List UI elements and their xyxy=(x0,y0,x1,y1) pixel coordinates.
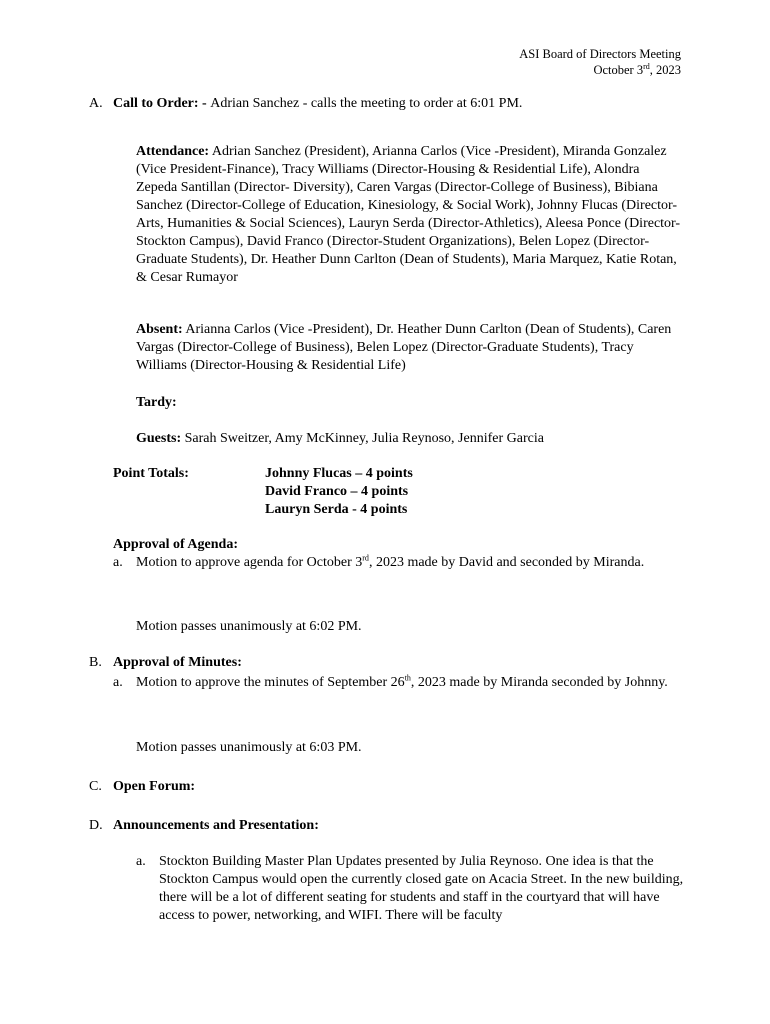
minutes-motion: Motion to approve the minutes of September 26th, 2023 made by Miranda seconded by Johnny. xyxy=(136,673,668,690)
point-total-item: Lauryn Serda - 4 points xyxy=(265,502,408,517)
announcement-item-letter: a. xyxy=(136,854,146,869)
guests-paragraph: Guests: Sarah Sweitzer, Amy McKinney, Julia Reynoso, Jennifer Garcia xyxy=(136,431,544,446)
section-a-letter: A. xyxy=(89,96,103,111)
page-header xyxy=(519,46,681,78)
minutes-motion-result: Motion passes unanimously at 6:03 PM. xyxy=(136,740,362,755)
open-forum-heading: Open Forum: xyxy=(113,779,196,794)
attendance-paragraph: Attendance: Adrian Sanchez (President), Arianna Carlos (Vice -President), Miranda Gonzalez (Vice President-Finance), Tracy Williams (Director-Housing & Residential Life), Alondra Zepeda Santillan (Director- Diversity), Caren Vargas (Director-College of Business), Bibiana Sanchez (Director-College of Education, Kinesiology, & Social Work), Johnny Flucas (Director-Arts, Humanities & Social Sciences), Lauryn Serda (Director-Athletics), Aleesa Ponce (Director-Stockton Campus), David Franco (Director-Student Organizations), Belen Lopez (Director-Graduate Students), Dr. Heather Dunn Carlton (Dean of Students), Maria Marquez, Katie Rotan, & Cesar Rumayor xyxy=(136,144,681,285)
announcements-heading: Announcements and Presentation: xyxy=(113,818,319,833)
header-title: ASI Board of Directors Meeting xyxy=(519,47,681,61)
approval-of-minutes-heading: Approval of Minutes: xyxy=(113,655,242,670)
section-c-letter: C. xyxy=(89,779,102,794)
announcement-item-text: Stockton Building Master Plan Updates presented by Julia Reynoso. One idea is that the Stockton Campus would open the currently closed gate on Acacia Street. In the new building, there will be a lot of different seating for students and staff in the courtyard that will have access to power, networking, and WIFI. There will be faculty xyxy=(159,854,684,923)
minutes-item-letter: a. xyxy=(113,675,123,690)
approval-of-agenda-heading: Approval of Agenda: xyxy=(113,537,238,552)
section-b-letter: B. xyxy=(89,655,102,670)
agenda-motion-result: Motion passes unanimously at 6:02 PM. xyxy=(136,619,362,634)
call-to-order: Call to Order: - Adrian Sanchez - calls the meeting to order at 6:01 PM. xyxy=(113,96,523,111)
section-d-letter: D. xyxy=(89,818,103,833)
point-total-item: David Franco – 4 points xyxy=(265,484,409,499)
point-totals-list xyxy=(265,465,413,519)
header-date: October 3rd, 2023 xyxy=(593,61,681,77)
point-totals-label: Point Totals: xyxy=(113,466,189,481)
tardy-label: Tardy: xyxy=(136,395,177,410)
agenda-motion: Motion to approve agenda for October 3rd, 2023 made by David and seconded by Miranda. xyxy=(136,553,645,570)
agenda-item-letter: a. xyxy=(113,555,123,570)
absent-paragraph: Absent: Arianna Carlos (Vice -President), Dr. Heather Dunn Carlton (Dean of Students), Caren Vargas (Director-College of Business), Belen Lopez (Director-Graduate Students), Tracy Williams (Director-Housing & Residential Life) xyxy=(136,322,672,373)
point-total-item: Johnny Flucas – 4 points xyxy=(265,466,413,481)
